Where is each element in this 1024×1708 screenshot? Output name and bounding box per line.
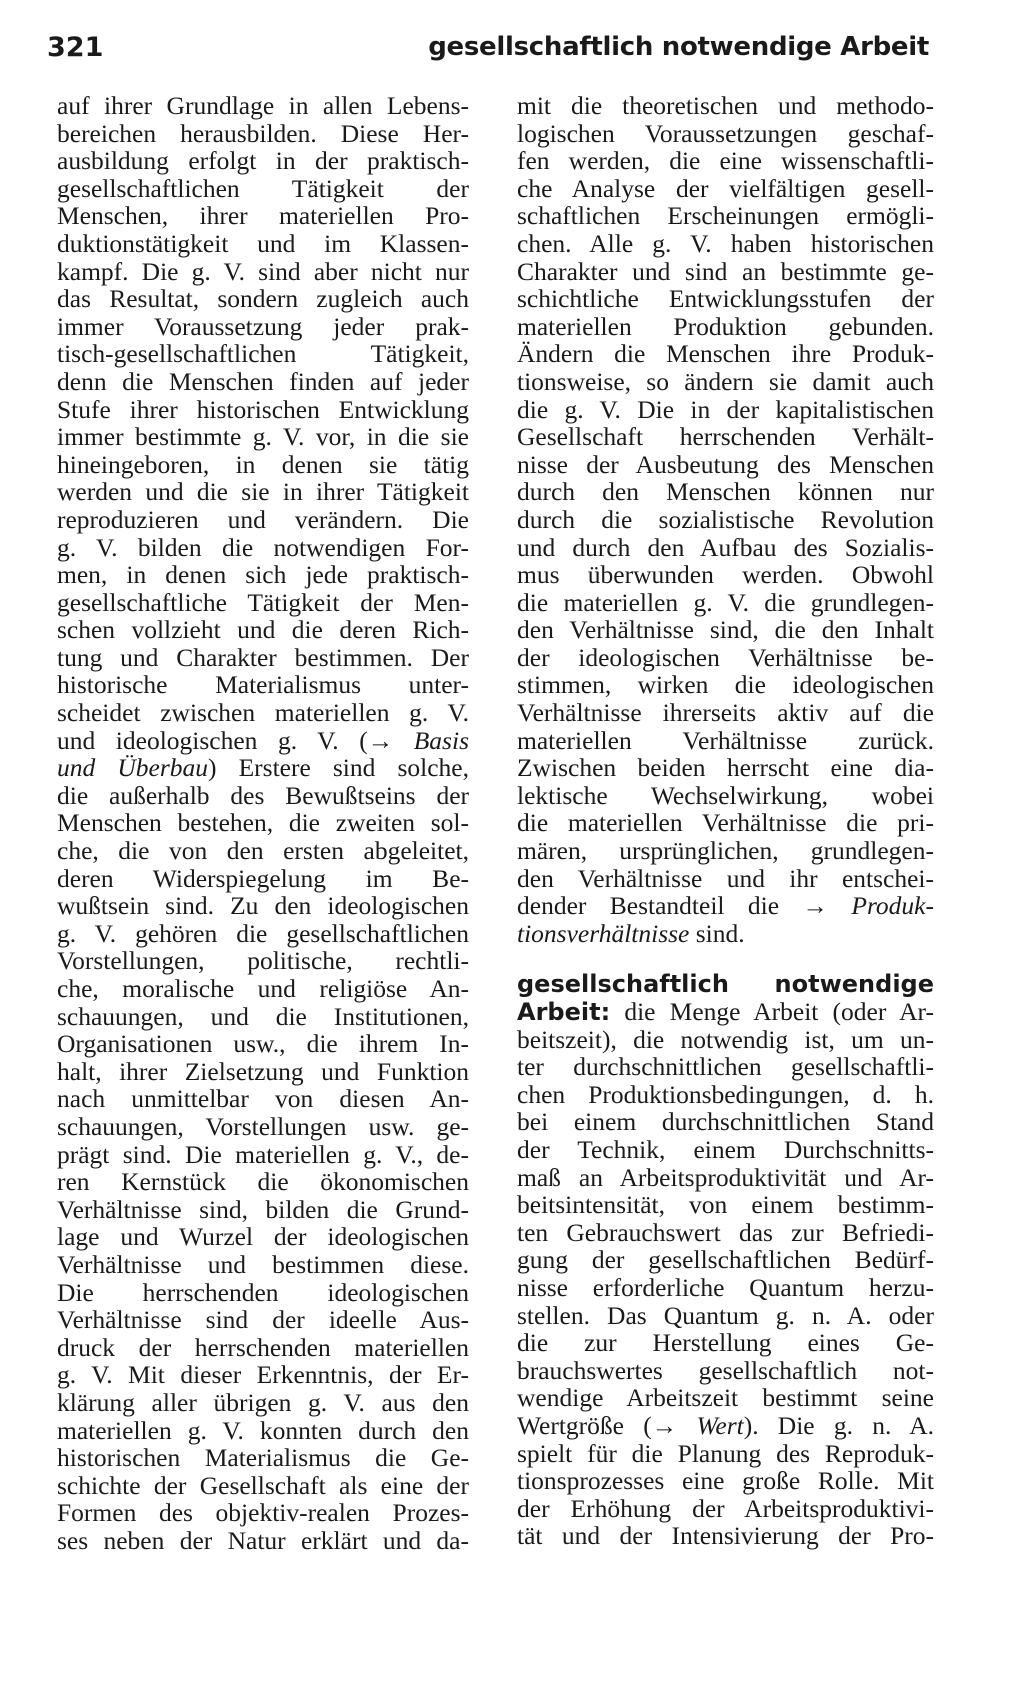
text-line: g. V. bilden die notwendigen For- <box>57 532 469 562</box>
text-line: der Technik, einem Durchschnitts- <box>517 1134 934 1164</box>
text-line: men, in denen sich jede praktisch- <box>57 560 469 590</box>
text-line: wußtsein sind. Zu den ideologischen <box>57 891 469 921</box>
text-line: denn die Menschen finden auf jeder <box>57 366 469 396</box>
text-line: Verhältnisse und bestimmen diese. <box>57 1249 469 1279</box>
text-line: und durch den Aufbau des Sozialis- <box>517 532 934 562</box>
text-line: historischen Materialismus die Ge- <box>57 1443 469 1473</box>
text-line: Wertgröße (→ Wert). Die g. n. A. <box>517 1410 934 1440</box>
text-line: bei einem durchschnittlichen Stand <box>517 1107 934 1137</box>
text-line: Formen des objektiv-realen Prozes- <box>57 1498 469 1528</box>
text-line: schaftlichen Erscheinungen ermögli- <box>517 201 934 231</box>
text-line: schauungen, Vorstellungen usw. ge- <box>57 1111 469 1141</box>
entry-definition-start: die Menge Arbeit (oder Ar- <box>610 997 934 1026</box>
text-line: tisch-gesellschaftlichen Tätigkeit, <box>57 339 469 369</box>
text-line: die zur Herstellung eines Ge- <box>517 1328 934 1358</box>
text-line: die materiellen g. V. die grundlegen- <box>517 587 934 617</box>
text-line: hineingeboren, in denen sie tätig <box>57 449 469 479</box>
text-line: durch den Menschen können nur <box>517 477 934 507</box>
text-line: ses neben der Natur erklärt und da- <box>57 1525 469 1555</box>
text-line: duktionstätigkeit und im Klassen- <box>57 228 469 258</box>
text-line: bereichen herausbilden. Diese Her- <box>57 118 469 148</box>
text-line: Gesellschaft herrschenden Verhält- <box>517 422 934 452</box>
text-line: gesellschaftliche Tätigkeit der Men- <box>57 587 469 617</box>
text-line: ausbildung erfolgt in der praktisch- <box>57 146 469 176</box>
text-line: schichtliche Entwicklungsstufen der <box>517 284 934 314</box>
text-line: schen vollzieht und die deren Rich- <box>57 615 469 645</box>
text-line: g. V. gehören die gesellschaftlichen <box>57 918 469 948</box>
text-line: schichte der Gesellschaft als eine der <box>57 1470 469 1500</box>
text-line: auf ihrer Grundlage in allen Lebens- <box>57 91 469 120</box>
running-head: gesellschaftlich notwendige Arbeit <box>428 32 929 62</box>
text-line: g. V. Mit dieser Erkenntnis, der Er- <box>57 1360 469 1390</box>
text-line: che, moralische und religiöse An- <box>57 974 469 1003</box>
text-line: mit die theoretischen und methodo- <box>517 91 934 120</box>
text-line: mus überwunden werden. Obwohl <box>517 560 934 590</box>
text-line: beitszeit), die notwendig ist, um un- <box>517 1024 934 1054</box>
page-number: 321 <box>47 32 104 63</box>
text-line: Menschen bestehen, die zweiten sol- <box>57 808 469 838</box>
text-line: lage und Wurzel der ideologischen <box>57 1222 469 1252</box>
text-line: werden und die sie in ihrer Tätigkeit <box>57 477 469 507</box>
text-line: Stufe ihrer historischen Entwicklung <box>57 394 469 424</box>
text-line <box>517 998 934 1026</box>
text-line: den Verhältnisse sind, die den Inhalt <box>517 615 934 645</box>
text-line: wendige Arbeitszeit bestimmt seine <box>517 1383 934 1413</box>
text-line: fen werden, die eine wissenschaftli- <box>517 146 934 176</box>
text-line: Verhältnisse ihrerseits aktiv auf die <box>517 698 934 728</box>
text-line: druck der herrschenden materiellen <box>57 1332 469 1362</box>
text-line: nisse der Ausbeutung des Menschen <box>517 449 934 479</box>
text-line: Vorstellungen, politische, rechtli- <box>57 946 469 976</box>
text-line: stimmen, wirken die ideologischen <box>517 670 934 700</box>
text-line: und Überbau) Erstere sind solche, <box>57 753 469 783</box>
text-line: schauungen, und die Institutionen, <box>57 1001 469 1031</box>
text-line: Menschen, ihrer materiellen Pro- <box>57 201 469 231</box>
text-line: Organisationen usw., die ihrem In- <box>57 1029 469 1059</box>
text-line: und ideologischen g. V. (→ Basis <box>57 725 469 755</box>
text-line: Die herrschenden ideologischen <box>57 1277 469 1307</box>
text-line: die g. V. Die in der kapitalistischen <box>517 394 934 424</box>
text-line: che, die von den ersten abgeleitet, <box>57 836 469 866</box>
text-line: beitsintensität, von einem bestimm- <box>517 1190 934 1220</box>
entry-headword <box>517 970 934 998</box>
text-line: Verhältnisse sind, bilden die Grund- <box>57 1194 469 1224</box>
text-line: gung der gesellschaftlichen Bedürf- <box>517 1245 934 1275</box>
text-line: scheidet zwischen materiellen g. V. <box>57 698 469 728</box>
text-line: che Analyse der vielfältigen gesell- <box>517 173 934 203</box>
text-line: Charakter und sind an bestimmte ge- <box>517 256 934 286</box>
text-line: ten Gebrauchswert das zur Befriedi- <box>517 1217 934 1247</box>
text-line: materiellen Produktion gebunden. <box>517 311 934 341</box>
text-line: nach unmittelbar von diesen An- <box>57 1084 469 1114</box>
text-line: chen. Alle g. V. haben historischen <box>517 228 934 258</box>
text-line: logischen Voraussetzungen geschaf- <box>517 118 934 148</box>
text-line: reproduzieren und verändern. Die <box>57 504 469 534</box>
text-line: mären, ursprünglichen, grundlegen- <box>517 836 934 866</box>
text-line: stellen. Das Quantum g. n. A. oder <box>517 1300 934 1330</box>
text-line: die materiellen Verhältnisse die pri- <box>517 808 934 838</box>
text-line: lektische Wechselwirkung, wobei <box>517 780 934 810</box>
text-line: brauchswertes gesellschaftlich not- <box>517 1355 934 1385</box>
text-line: der Erhöhung der Arbeitsproduktivi- <box>517 1493 934 1523</box>
text-line: Zwischen beiden herrscht eine dia- <box>517 753 934 783</box>
text-line: ren Kernstück die ökonomischen <box>57 1167 469 1197</box>
text-line: kampf. Die g. V. sind aber nicht nur <box>57 256 469 286</box>
text-line: halt, ihrer Zielsetzung und Funktion <box>57 1056 469 1086</box>
text-line: spielt für die Planung des Reproduk- <box>517 1438 934 1468</box>
text-line: nisse erforderliche Quantum herzu- <box>517 1272 934 1302</box>
text-line: deren Widerspiegelung im Be- <box>57 863 469 893</box>
text-line: durch die sozialistische Revolution <box>517 504 934 534</box>
right-column <box>517 92 934 1550</box>
text-line: materiellen g. V. konnten durch den <box>57 1415 469 1445</box>
text-line: tung und Charakter bestimmen. Der <box>57 642 469 672</box>
text-line: klärung aller übrigen g. V. aus den <box>57 1387 469 1417</box>
text-line: dender Bestandteil die → Produk- <box>517 891 934 921</box>
text-line: Ändern die Menschen ihre Produk- <box>517 339 934 369</box>
text-line: maß an Arbeitsproduktivität und Ar- <box>517 1162 934 1192</box>
text-line: prägt sind. Die materiellen g. V., de- <box>57 1139 469 1169</box>
text-line: immer bestimmte g. V. vor, in die sie <box>57 422 469 452</box>
text-line: den Verhältnisse und ihr entschei- <box>517 863 934 893</box>
text-line: materiellen Verhältnisse zurück. <box>517 725 934 755</box>
text-line: historische Materialismus unter- <box>57 670 469 700</box>
text-line: tionsweise, so ändern sie damit auch <box>517 366 934 396</box>
text-line: chen Produktionsbedingungen, d. h. <box>517 1079 934 1109</box>
text-line: das Resultat, sondern zugleich auch <box>57 284 469 314</box>
text-line: der ideologischen Verhältnisse be- <box>517 642 934 672</box>
text-line: immer Voraussetzung jeder prak- <box>57 311 469 341</box>
text-line: gesellschaftlichen Tätigkeit der <box>57 173 469 203</box>
text-line: Verhältnisse sind der ideelle Aus- <box>57 1305 469 1335</box>
text-line: tät und der Intensivierung der Pro- <box>517 1521 934 1551</box>
text-line: tionsprozesses eine große Rolle. Mit <box>517 1466 934 1496</box>
text-line: ter durchschnittlichen gesellschaftli- <box>517 1052 934 1082</box>
text-line: die außerhalb des Bewußtseins der <box>57 780 469 810</box>
text-line: tionsverhältnisse sind. <box>517 918 745 948</box>
entry-headword-text: Arbeit: <box>517 998 611 1026</box>
entry-headword-text: gesellschaftlich notwendige <box>517 970 934 999</box>
left-column <box>57 92 469 1554</box>
